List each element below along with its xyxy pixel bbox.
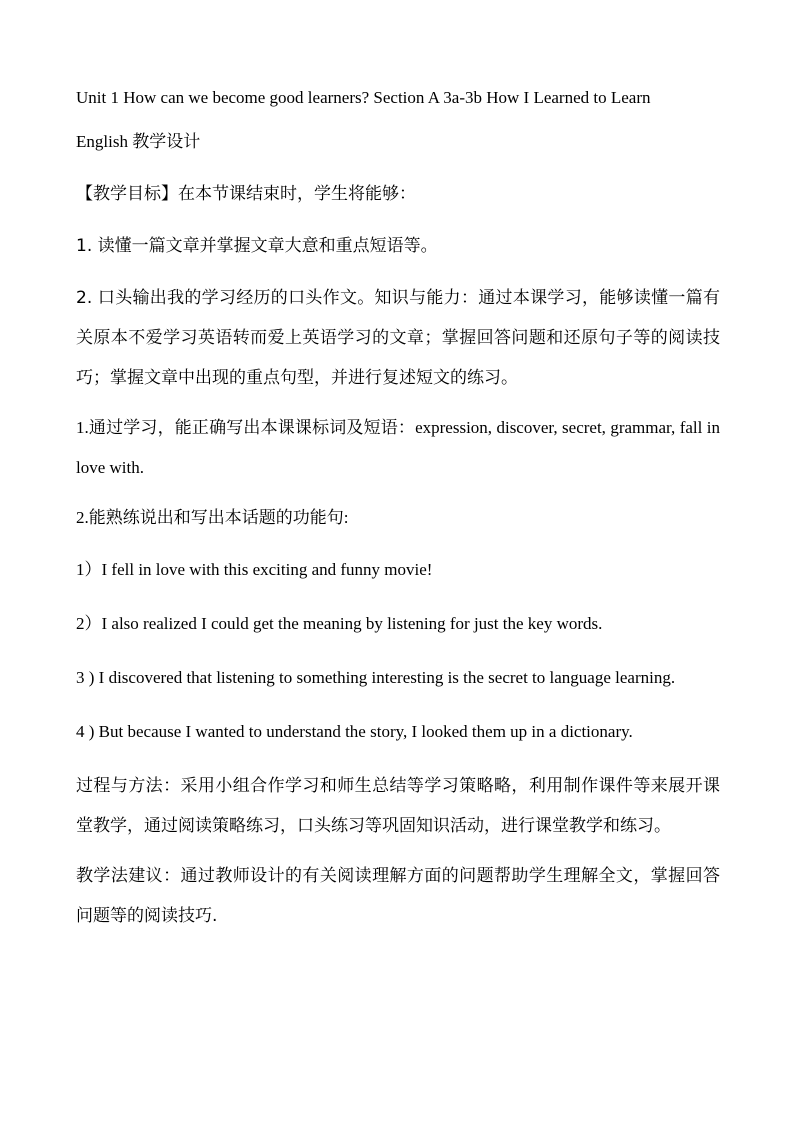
objective-item-1: 1. 读懂一篇文章并掌握文章大意和重点短语等。 — [76, 236, 438, 256]
lesson-title-line-1: Unit 1 How can we become good learners? Section A 3a-3b How I Learned to Learn — [76, 88, 651, 107]
function-sentence-3: 3 ) I discovered that listening to something interesting is the secret to language learning. — [76, 668, 676, 687]
objectives-intro: 【教学目标】在本节课结束时，学生将能够： — [76, 184, 416, 204]
objective-item-2: 2. 口头输出我的学习经历的口头作文。知识与能力：通过本课学习，能够读懂一篇有关原本不爱学习英语转而爱上英语学习的文章；掌握回答问题和还原句子等的阅读技巧；掌握文章中出现的重点句型，并进行复述短文的练习。 — [76, 288, 720, 388]
knowledge-item-2: 2.能熟练说出和写出本话题的功能句: — [76, 508, 349, 527]
function-sentence-1: 1）I fell in love with this exciting and funny movie! — [76, 560, 433, 579]
document-page — [76, 78, 720, 936]
function-sentence-4: 4 ) But because I wanted to understand the story, I looked them up in a dictionary. — [76, 722, 633, 741]
lesson-title-line-2: English 教学设计 — [76, 132, 201, 151]
process-methods-paragraph: 过程与方法：采用小组合作学习和师生总结等学习策略略，利用制作课件等来展开课堂教学，通过阅读策略练习，口头练习等巩固知识活动，进行课堂教学和练习。 — [76, 776, 720, 836]
function-sentence-2: 2）I also realized I could get the meaning by listening for just the key words. — [76, 614, 603, 633]
knowledge-item-1: 1.通过学习，能正确写出本课课标词及短语：expression, discover, secret, grammar, fall in love with. — [76, 418, 720, 477]
teaching-suggestion-paragraph: 教学法建议：通过教师设计的有关阅读理解方面的问题帮助学生理解全文，掌握回答问题等的阅读技巧. — [76, 866, 720, 926]
